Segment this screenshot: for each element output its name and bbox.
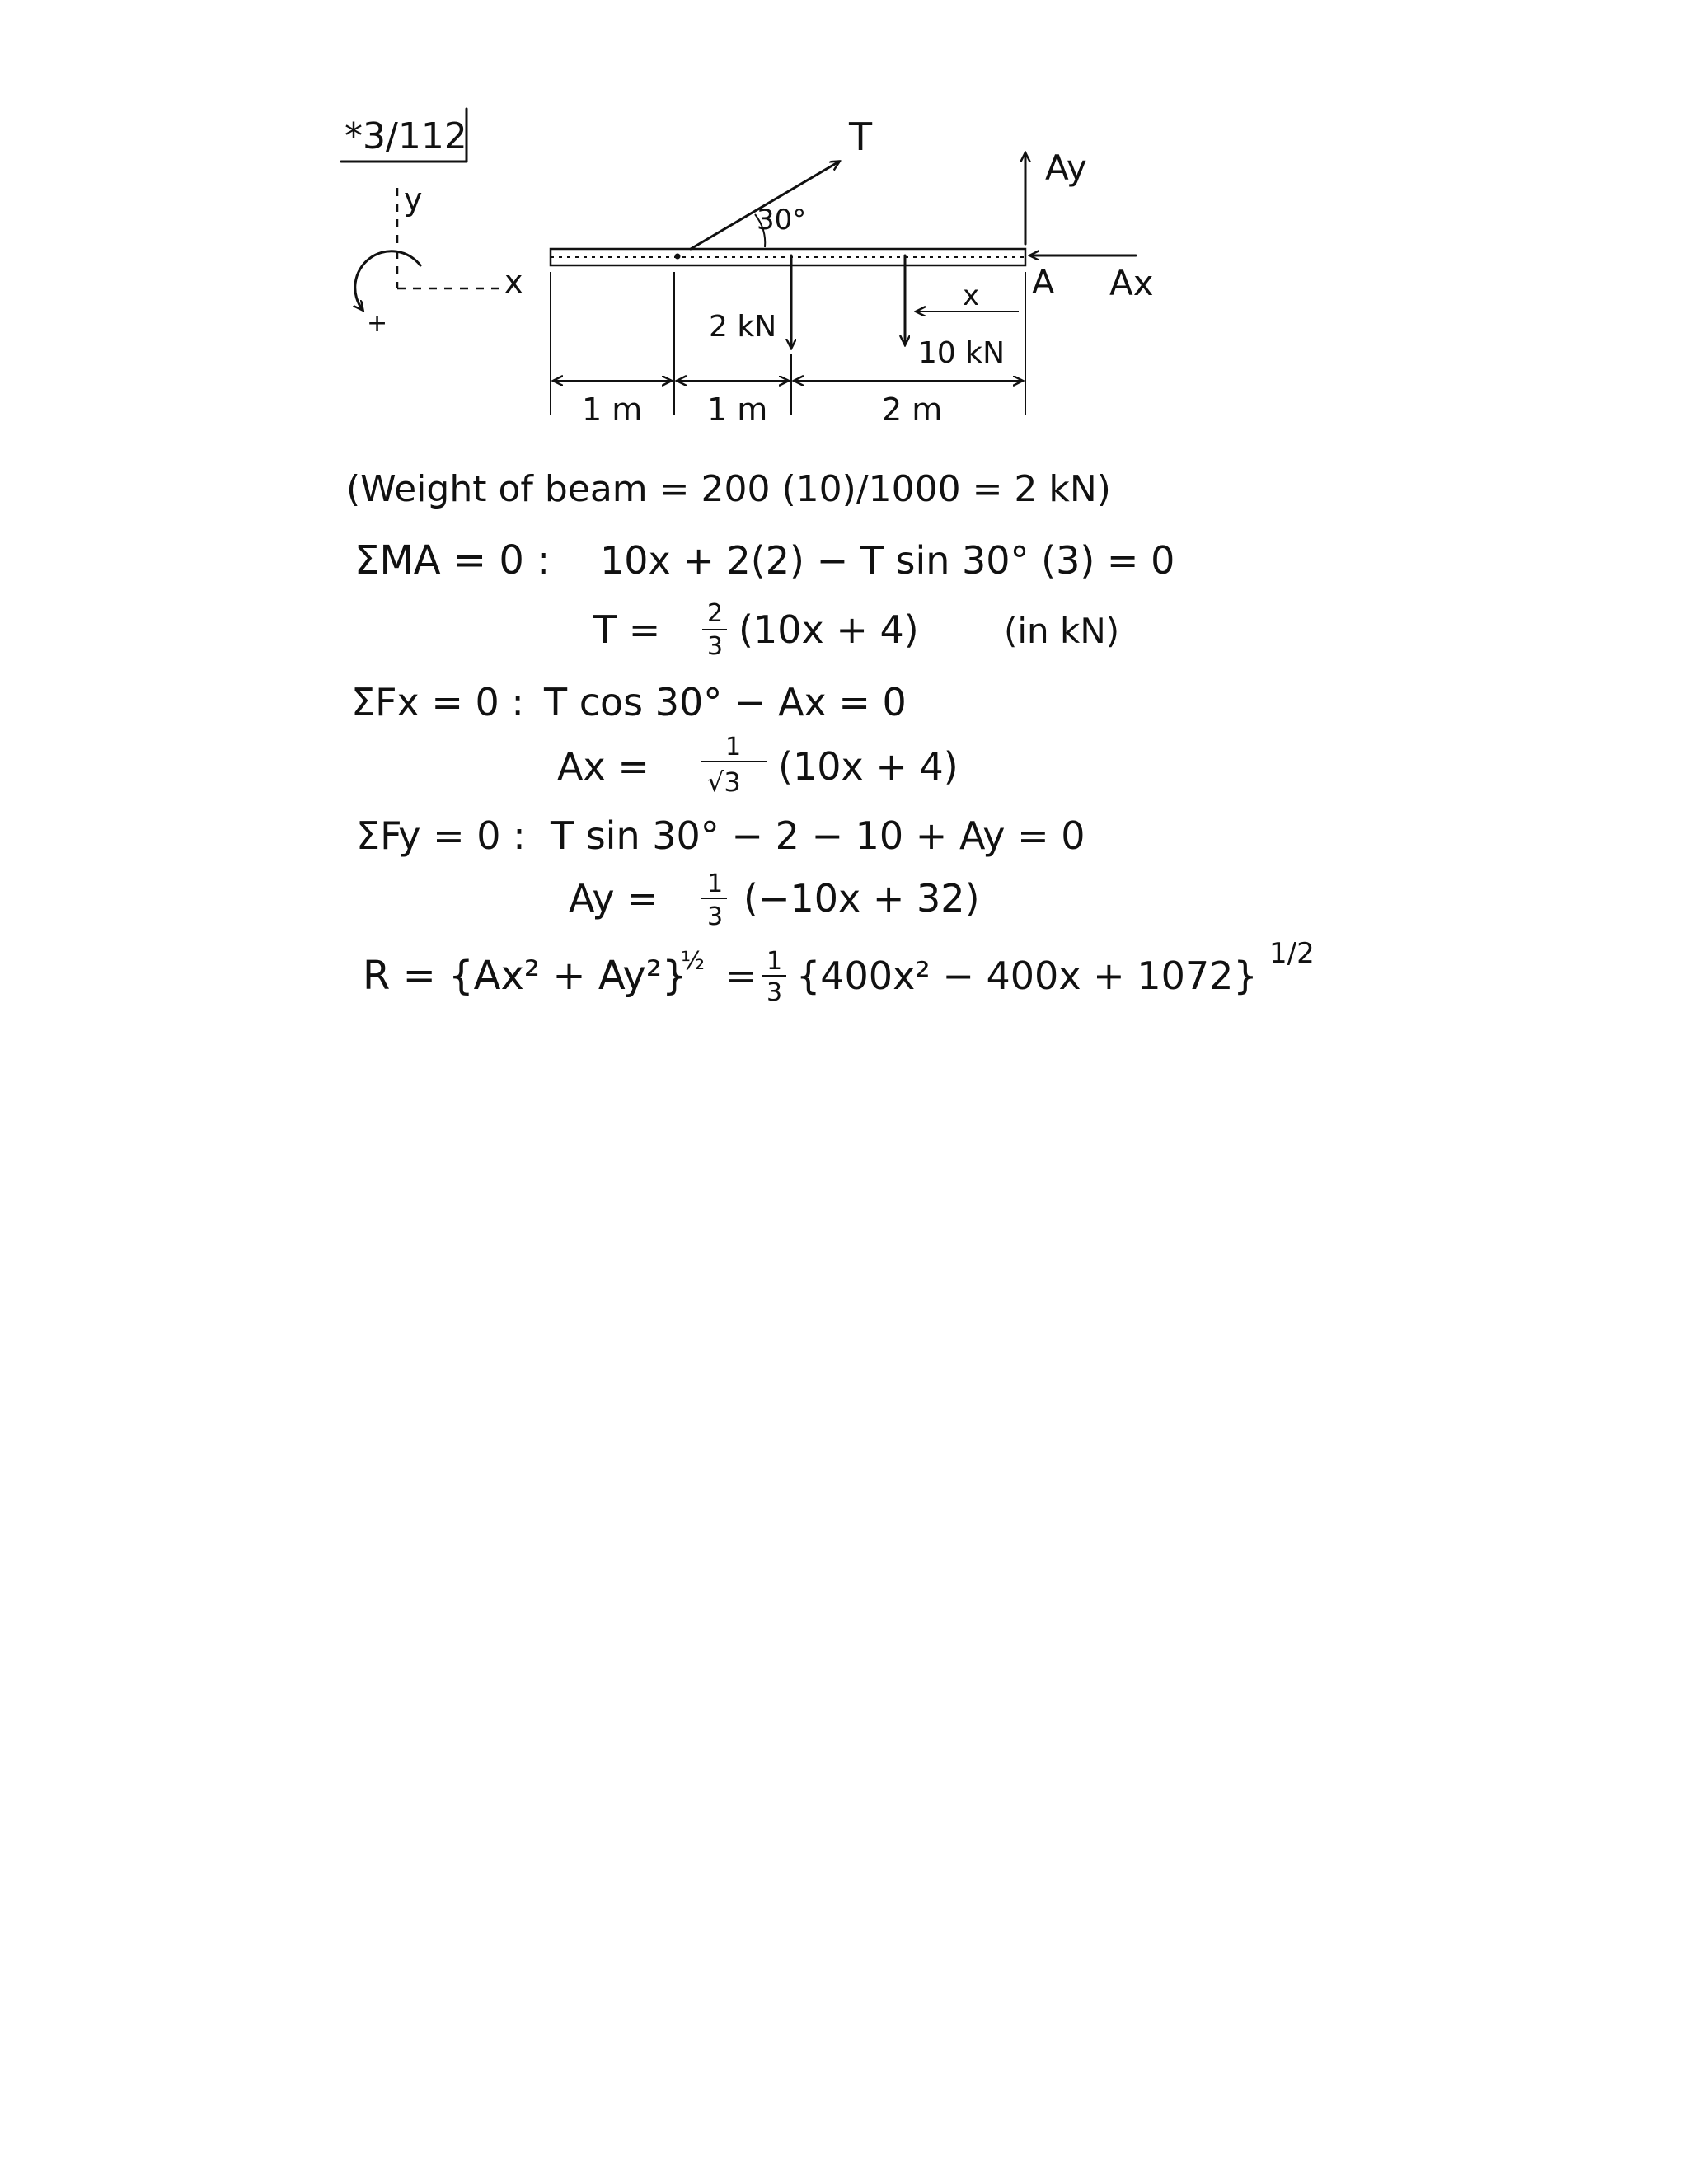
fx-equation: T cos 30° − Ax = 0 xyxy=(544,680,907,724)
fraction-numerator: 1 xyxy=(725,733,742,762)
moment-arrow-icon xyxy=(355,251,420,310)
tension-result-label: T = xyxy=(593,607,661,652)
fraction-denominator: √3 xyxy=(707,766,741,798)
beam xyxy=(551,249,1025,265)
cable-attachment-point xyxy=(675,254,681,260)
equals-sign: = xyxy=(725,954,757,998)
fy-equation: T sin 30° − 2 − 10 + Ay = 0 xyxy=(551,813,1085,858)
moment-sign: + xyxy=(367,309,388,338)
point-load-label: 10 kN xyxy=(918,336,1006,370)
fy-equation-label: ΣFy = 0 : xyxy=(356,813,526,858)
exponent-half: ½ xyxy=(681,947,706,976)
moment-equation: 10x + 2(2) − T sin 30° (3) = 0 xyxy=(600,538,1175,583)
ax-result: (10x + 4) xyxy=(778,744,959,789)
exponent-half: 1/2 xyxy=(1269,937,1315,970)
axes-icon xyxy=(355,181,523,338)
tension-result: (10x + 4) xyxy=(738,607,919,652)
fraction-numerator: 1 xyxy=(707,869,724,898)
problem-number-text: *3/112 xyxy=(345,115,467,157)
angle-label: 30° xyxy=(757,204,807,237)
moment-equation-label: ΣMA = 0 : xyxy=(354,537,551,583)
fraction-denominator: 3 xyxy=(707,902,724,931)
tension-unit: (in kN) xyxy=(1004,611,1120,651)
axis-x-label: x xyxy=(504,264,523,300)
dim-label-2: 1 m xyxy=(707,391,768,428)
beam-diagram xyxy=(551,115,1154,428)
fx-equation-label: ΣFx = 0 : xyxy=(351,680,524,724)
weight-equation: (Weight of beam = 200 (10)/1000 = 2 kN) xyxy=(346,468,1111,510)
dim-label-3: 2 m xyxy=(882,391,943,428)
reaction-ay-label: Ay xyxy=(1045,148,1087,188)
equations xyxy=(346,468,1315,1007)
ax-result-label: Ax = xyxy=(557,744,649,789)
dim-label-1: 1 m xyxy=(582,391,643,428)
distance-x-label: x xyxy=(963,279,980,312)
resultant-equation-label: R = {Ax² + Ay²} xyxy=(363,953,687,999)
fraction-numerator: 2 xyxy=(707,599,724,628)
fraction-numerator: 1 xyxy=(767,947,783,976)
weight-load-label: 2 kN xyxy=(709,310,777,344)
reaction-ax-label: Ax xyxy=(1109,263,1154,303)
support-label: A xyxy=(1032,264,1055,302)
axis-y-label: y xyxy=(404,181,423,218)
tension-label: T xyxy=(849,115,873,159)
resultant-equation: {400x² − 400x + 1072} xyxy=(796,954,1258,998)
ay-result: (−10x + 32) xyxy=(743,876,980,921)
ay-result-label: Ay = xyxy=(569,876,659,921)
fraction-denominator: 3 xyxy=(767,978,783,1007)
problem-number xyxy=(341,109,467,162)
fraction-denominator: 3 xyxy=(707,632,724,661)
